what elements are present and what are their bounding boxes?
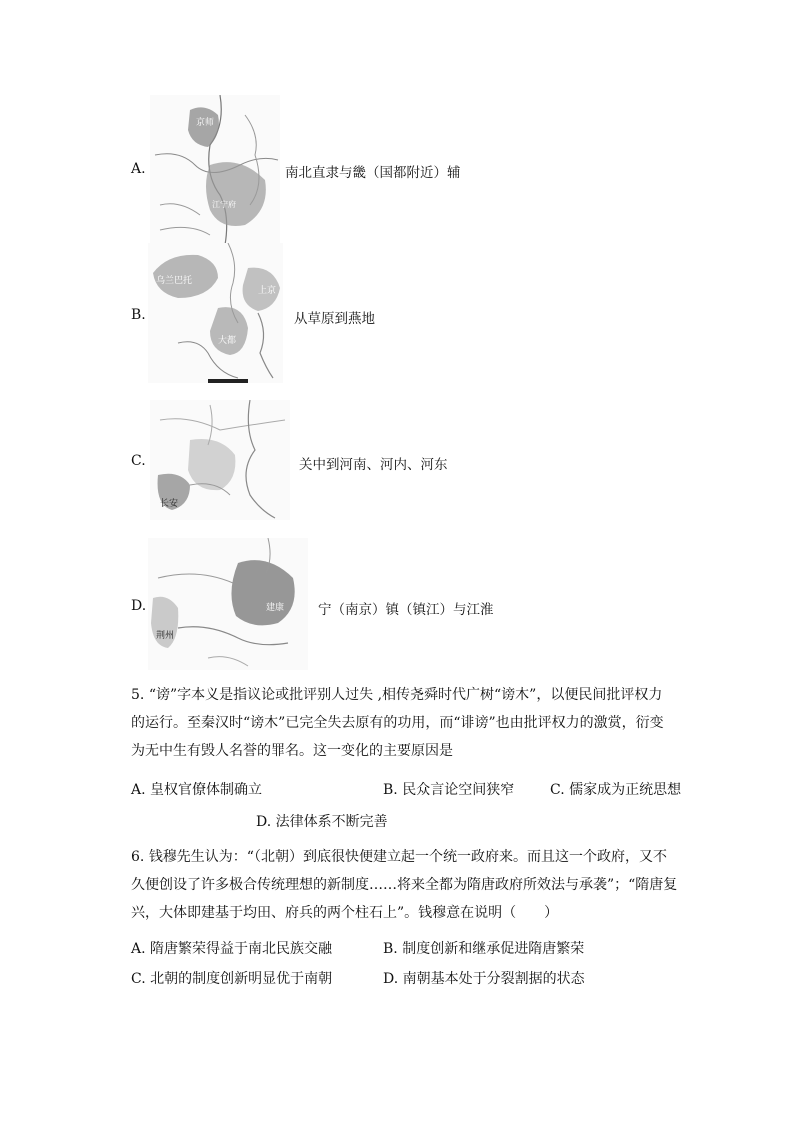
map-a-label-1: 京师 — [196, 118, 215, 128]
map-a-label-2: 江宁府 — [212, 200, 236, 209]
question-5-line-3: 为无中生有毁人名誉的罪名。这一变化的主要原因是 — [131, 743, 453, 759]
map-c-label-1: 长安 — [160, 499, 179, 509]
map-b-label-2: 上京 — [258, 286, 277, 296]
option-b-text: 从草原到燕地 — [294, 311, 375, 327]
option-a-letter: A. — [131, 161, 146, 177]
map-b-label-3: 大都 — [218, 336, 237, 346]
question-6-line-1: 钱穆先生认为：“（北朝）到底很快便建立起一个统一政府来。而且这一个政府，又不 — [148, 849, 667, 865]
map-c-image — [150, 400, 290, 520]
option-c-text: 关中到河南、河内、河东 — [299, 457, 448, 473]
question-5-option-d[interactable]: D. 法律体系不断完善 — [256, 814, 388, 830]
map-b-label-1: 乌兰巴托 — [156, 276, 193, 286]
map-d-label-1: 建康 — [266, 603, 285, 613]
question-6-option-d[interactable]: D. 南朝基本处于分裂割据的状态 — [383, 971, 585, 987]
map-b-image — [148, 243, 283, 383]
question-6-option-b[interactable]: B. 制度创新和继承促进隋唐繁荣 — [383, 941, 585, 957]
option-b-letter: B. — [131, 307, 146, 323]
question-6-option-a[interactable]: A. 隋唐繁荣得益于南北民族交融 — [131, 941, 333, 957]
question-6-line-2: 久便创设了许多极合传统理想的新制度……将来全都为隋唐政府所效法与承袭”；“隋唐复 — [131, 877, 678, 893]
option-d-letter: D. — [131, 598, 147, 614]
question-5-number: 5. — [131, 687, 145, 703]
map-a-image — [150, 95, 280, 245]
question-6-number: 6. — [131, 849, 145, 865]
option-d-text: 宁（南京）镇（镇江）与江淮 — [318, 602, 494, 618]
map-d-image — [148, 538, 308, 670]
question-5-option-c[interactable]: C. 儒家成为正统思想 — [550, 782, 682, 798]
question-5-option-a[interactable]: A. 皇权官僚体制确立 — [131, 782, 263, 798]
question-5-line-2: 的运行。至秦汉时“谤木”已完全失去原有的功用，而“诽谤”也由批评权力的激赏，衍变 — [131, 715, 664, 731]
map-d-label-2: 荆州 — [156, 631, 175, 641]
question-5-line-1: “谤”字本义是指议论或批评别人过失 ,相传尧舜时代广树“谤木”，以便民间批评权力 — [148, 687, 663, 703]
question-6-option-c[interactable]: C. 北朝的制度创新明显优于南朝 — [131, 971, 333, 987]
question-5-option-b[interactable]: B. 民众言论空间狭窄 — [383, 782, 515, 798]
question-6 — [131, 843, 711, 927]
question-6-line-3: 兴，大体即建基于均田、府兵的两个柱石上”。钱穆意在说明（ ） — [131, 905, 559, 921]
question-5 — [131, 681, 711, 765]
option-c-letter: C. — [131, 453, 146, 469]
option-a-text: 南北直隶与畿（国都附近）辅 — [285, 165, 461, 181]
